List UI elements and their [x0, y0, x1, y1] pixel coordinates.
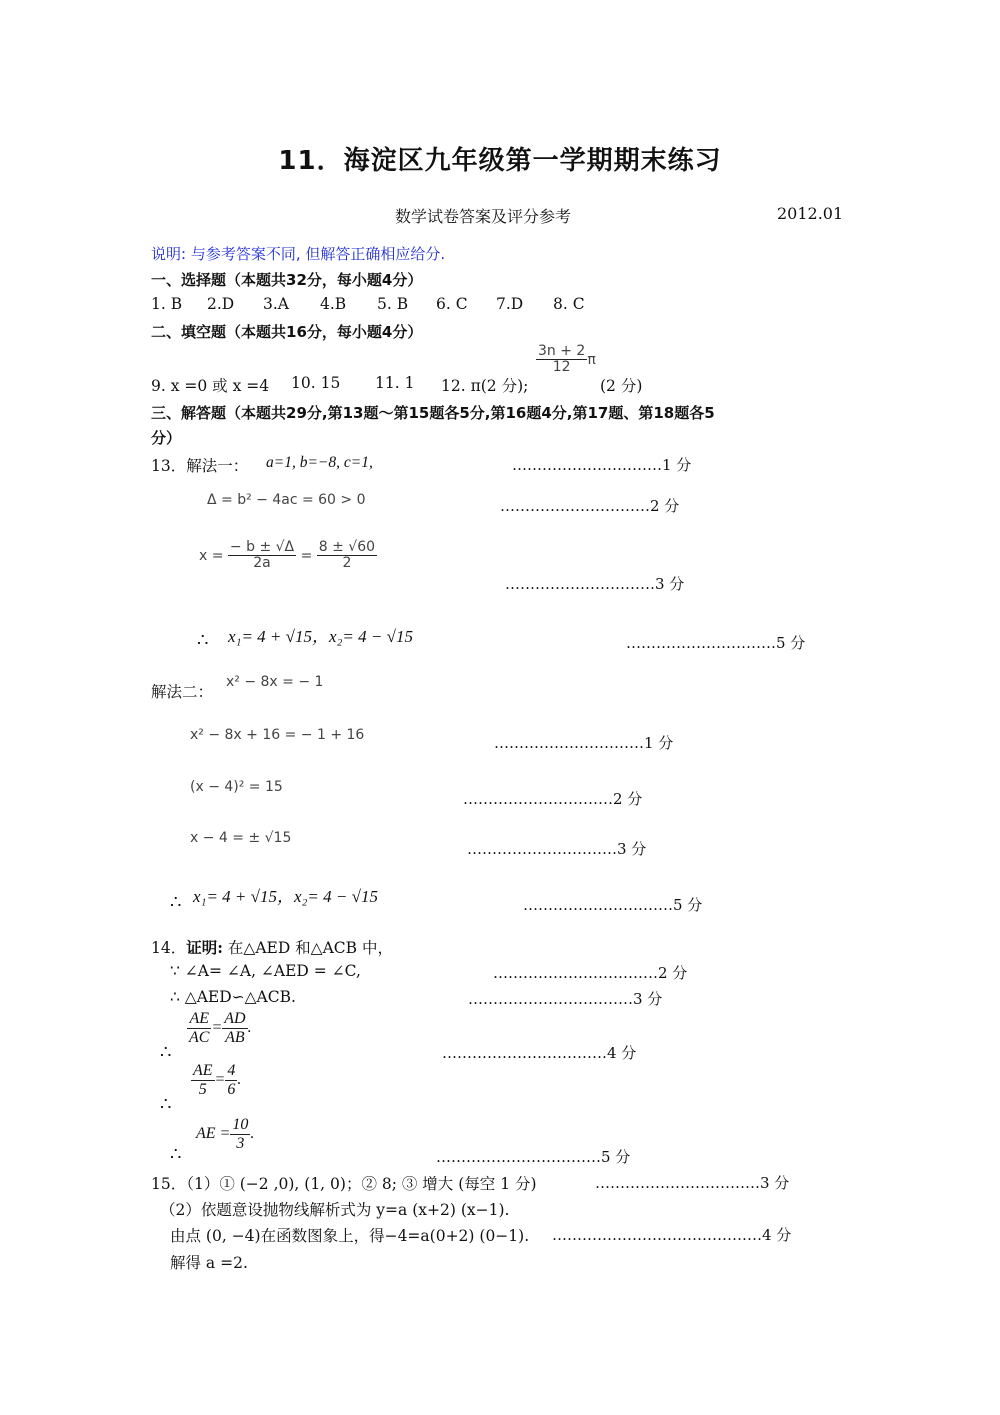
q13-score-3: …………………………3 分 — [505, 575, 685, 593]
frac-num: AE — [193, 1062, 213, 1079]
q13-score-2: …………………………2 分 — [500, 497, 680, 515]
note: 说明: 与参考答案不同, 但解答正确相应给分. — [151, 245, 446, 263]
q14-intro: 在△AED 和△ACB 中， — [222, 939, 393, 957]
q13-m2-score-2: …………………………2 分 — [463, 790, 643, 808]
frac-den: 3 — [236, 1134, 245, 1152]
answer-8: 8. C — [553, 295, 585, 313]
frac-num: 4 — [227, 1062, 236, 1079]
therefore-symbol-3: ∴ — [160, 1042, 172, 1063]
q14-line3: ∴ △AED∽△ACB. — [170, 988, 296, 1006]
q14-result: AE = $\frac{10}{3}$ . — [196, 1116, 255, 1152]
answer-11: 11. 1 — [375, 374, 415, 392]
q13-m2-eq3: x − 4 = ± √15 — [190, 830, 292, 846]
answer-5: 5. B — [377, 295, 409, 313]
q15-score-4: ……………………………………4 分 — [552, 1226, 792, 1244]
page-title: 11．海淀区九年级第一学期期末练习 — [278, 146, 722, 176]
q13-m2-score-3: …………………………3 分 — [467, 840, 647, 858]
q13-m2-eq0: x² − 8x = − 1 — [226, 674, 324, 690]
q13-m2-eq2: (x − 4)² = 15 — [190, 779, 283, 795]
formula2-numerator: 8 ± √60 — [318, 539, 376, 555]
q13-m2-roots: x₁= 4 + √15，x₂= 4 − √15 — [193, 887, 378, 906]
answer-10: 10. 15 — [291, 374, 341, 392]
q13-method2-label: 解法二： — [151, 683, 214, 701]
q13-method1-label: 13．解法一： — [151, 457, 249, 475]
q15-line1: 15．（1）① (−2 ,0), (1, 0)；② 8; ③ 增大 (每空 1 分) — [151, 1175, 537, 1193]
answer-4: 4.B — [320, 295, 347, 313]
q14-score-5: ……………………………5 分 — [436, 1148, 631, 1166]
q13-m2-eq1: x² − 8x + 16 = − 1 + 16 — [190, 727, 365, 743]
q14-score-3: ……………………………3 分 — [468, 990, 663, 1008]
q13-quadratic-formula: x = $\frac{- b \pm √\Delta}{2a}$ = $\frac{8 \pm √60}{2}$ — [199, 539, 376, 572]
fraction-numerator: 3n + 2 — [538, 343, 586, 359]
q14-ratio-1: $\frac{AE}{AC}$ = $\frac{AD}{AB}$ . — [189, 1010, 252, 1046]
frac-den: AB — [225, 1028, 245, 1046]
therefore-symbol: ∴ — [197, 630, 209, 651]
date: 2012.01 — [777, 204, 844, 223]
fraction-denominator: 12 — [552, 359, 571, 376]
section3-heading-line1: 三、解答题（本题共29分,第13题～第15题各5分,第16题4分,第17题、第18题各5 — [151, 404, 715, 422]
therefore-symbol-5: ∴ — [170, 1144, 182, 1165]
q13-score-1: …………………………1 分 — [512, 456, 692, 474]
q14-ratio-2: $\frac{AE}{5}$ = $\frac{4}{6}$ . — [193, 1062, 242, 1098]
q15-line2: （2）依题意设抛物线解析式为 y=a (x+2) (x−1). — [160, 1201, 510, 1219]
q14-proof-label: 证明: — [186, 938, 223, 957]
answer-3: 3.A — [263, 295, 289, 313]
section2-heading: 二、填空题（本题共16分，每小题4分） — [151, 323, 423, 341]
q14-number: 14． — [151, 939, 187, 957]
frac-num: AD — [224, 1010, 246, 1027]
answer-6: 6. C — [436, 295, 468, 313]
section1-heading: 一、选择题（本题共32分，每小题4分） — [151, 271, 423, 289]
answer-12a: 12. π(2 分); — [441, 377, 529, 395]
formula2-denominator: 2 — [342, 555, 352, 572]
q13-coefficients: a=1, b=−8, c=1, — [266, 454, 373, 471]
q14-line1 — [151, 936, 393, 958]
subtitle: 数学试卷答案及评分参考 — [395, 207, 572, 226]
q14-line2: ∵ ∠A= ∠A, ∠AED = ∠C, — [170, 962, 361, 980]
answer-12-fraction — [536, 344, 596, 376]
pi-symbol: π — [587, 351, 596, 368]
q15-line4: 解得 a =2. — [170, 1254, 248, 1272]
formula-denominator: 2a — [253, 555, 271, 572]
answer-2: 2.D — [207, 295, 235, 313]
x-lhs: x = — [199, 547, 224, 564]
q15-line3: 由点 (0, −4)在函数图象上，得−4=a(0+2) (0−1). — [170, 1227, 530, 1245]
formula-numerator: − b ± √Δ — [229, 539, 295, 555]
therefore-symbol-2: ∴ — [170, 892, 182, 913]
q13-m2-score-5: …………………………5 分 — [523, 896, 703, 914]
frac-den: 6 — [227, 1080, 236, 1098]
answer-1: 1. B — [151, 295, 183, 313]
q13-roots: x₁= 4 + √15，x₂= 4 − √15 — [228, 627, 413, 646]
q13-m2-score-1: …………………………1 分 — [494, 734, 674, 752]
frac-num: 10 — [232, 1116, 249, 1133]
q15-score-3: ……………………………3 分 — [595, 1174, 790, 1192]
q14-score-2: ……………………………2 分 — [493, 964, 688, 982]
frac-num: AE — [189, 1010, 209, 1027]
q14-score-4: ……………………………4 分 — [442, 1044, 637, 1062]
section3-heading-line2: 分） — [151, 429, 182, 447]
q13-discriminant: Δ = b² − 4ac = 60 > 0 — [207, 492, 366, 508]
frac-den: 5 — [198, 1080, 207, 1098]
answer-9: 9. x =0 或 x =4 — [151, 377, 270, 395]
result-lhs: AE = — [196, 1124, 231, 1142]
frac-den: AC — [189, 1028, 210, 1046]
therefore-symbol-4: ∴ — [160, 1094, 172, 1115]
answer-12b: (2 分) — [600, 377, 643, 395]
q13-score-5: …………………………5 分 — [626, 634, 806, 652]
answer-7: 7.D — [496, 295, 524, 313]
